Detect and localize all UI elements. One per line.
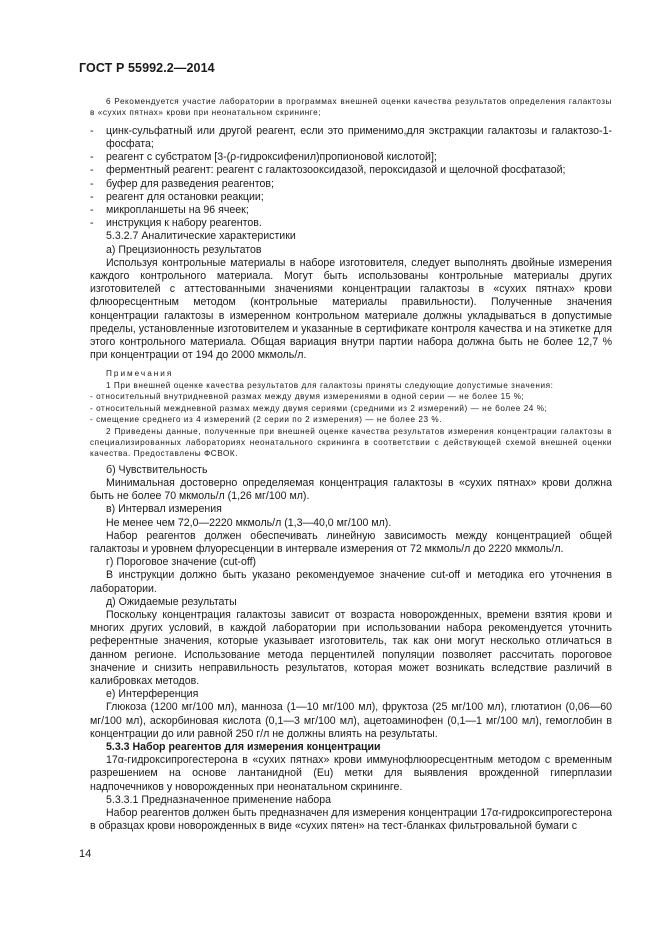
- list-item: - цинк-сульфатный или другой реагент, если это применимо,для экстракции галактозы и галактозо-1-фосфата;: [90, 124, 612, 151]
- note-2: 2 Приведены данные, полученные при внешней оценке качества результатов измерения концентрации галактозы в специализированных лабораториях неонатального скрининга в соответствии с действующей схемой внешней оценки качества. Предоставлены ФСВОК.: [90, 426, 612, 459]
- paragraph: 17α-гидроксипрогестерона в «сухих пятнах» крови иммунофлюоресцентным методом с временным разрешением на основе лантанидной (Eu) метки для выявления врожденной гиперплазии надпочечников у новорожденных при неонатальном скрининге.: [90, 754, 612, 793]
- page-content: [90, 96, 612, 833]
- list-item: - микропланшеты на 96 ячеек;: [90, 204, 249, 217]
- list-item: - ферментный реагент: реагент с галактозооксидазой, пероксидазой и щелочной фосфатазой;: [90, 164, 566, 177]
- note-item: - смещение среднего из 4 измерений (2 серии по 2 измерения) — не более 23 %.: [90, 415, 443, 425]
- section-heading: 5.3.2.7 Аналитические характеристики: [106, 230, 296, 243]
- list-item: - реагент для остановки реакции;: [90, 190, 264, 203]
- list-item: - буфер для разведения реагентов;: [90, 177, 274, 190]
- section-heading: 5.3.3.1 Предназначенное применение набора: [106, 793, 332, 806]
- document-header: ГОСТ Р 55992.2—2014: [79, 61, 215, 75]
- subsection-title: в) Интервал измерения: [106, 503, 222, 516]
- paragraph: Набор реагентов должен обеспечивать линейную зависимость между концентрацией общей галактозы и уровнем флуоресценции в интервале измерения от 72 мкмоль/л до 2220 мкмоль/л.: [90, 529, 612, 555]
- paragraph: Поскольку концентрация галактозы зависит от возраста новорожденных, времени взятия крови и многих других условий, в каждой лаборатории при использовании набора рекомендуется уточнить референтные значения, которые указывает изготовитель, так как они могут несколько отличаться в данном регионе. Использование метода перцентилей популяции позволяет рассчитать пороговое значение и снизить неправильность результатов, которая может возникать вследствие различий в калибровках методов.: [90, 608, 612, 687]
- page-number: 14: [79, 848, 92, 860]
- paragraph: Набор реагентов должен быть предназначен для измерения концентрации 17α-гидроксипрогестерона в образцах крови новорожденных в виде «сухих пятен» на тест-бланках фильтровальной бумаги с: [90, 807, 612, 833]
- note-item: - относительный междневной размах между двумя сериями (средними из 2 измерений) — не более 24 %;: [90, 403, 548, 413]
- paragraph: Не менее чем 72,0—2220 мкмоль/л (1,3—40,0 мг/100 мл).: [106, 516, 392, 529]
- paragraph: Используя контрольные материалы в наборе изготовителя, следует выполнять двойные измерения каждого контрольного материала. Могут быть использованы контрольные материалы других изготовителей с аттестованными значениями концентрации галактозы в «сухих пятнах» крови флюоресцентным методом (контрольные материалы правильности). Полученные значения концентрации галактозы в измеренном контрольном материале должны укладываться в допустимые пределы, установленные изготовителем и указанные в сертификате контроля качества и на этикетке для этого контрольного материала. Общая вариация внутри партии набора должна быть не более 12,7 % при концентрации от 194 до 2000 мкмоль/л.: [90, 256, 612, 362]
- subsection-title: д) Ожидаемые результаты: [106, 595, 237, 608]
- list-item: - реагент с субстратом [3-(ρ-гидроксифенил)пропионовой кислотой];: [90, 151, 437, 164]
- note-item: - относительный внутридневной размах между двумя измерениями в одной серии — не более 15 %;: [90, 392, 525, 402]
- reagent-list: [90, 125, 612, 231]
- list-item: - инструкция к набору реагентов.: [90, 217, 262, 230]
- section-heading-bold: 5.3.3 Набор реагентов для измерения концентрации: [106, 740, 381, 753]
- subsection-title: а) Прецизионность результатов: [106, 243, 262, 256]
- paragraph: Минимальная достоверно определяемая концентрация галактозы в «сухих пятнах» крови должна быть не более 70 мкмоль/л (1,26 мг/100 мл).: [90, 476, 612, 503]
- note-6: 6 Рекомендуется участие лаборатории в программах внешней оценки качества результатов определения галактозы в «сухих пятнах» крови при неонатальном скрининге;: [90, 97, 612, 118]
- subsection-title: б) Чувствительность: [106, 463, 208, 476]
- subsection-title: е) Интерференция: [106, 688, 199, 701]
- paragraph: В инструкции должно быть указано рекомендуемое значение cut-off и методика его уточнения в лаборатории.: [90, 569, 612, 595]
- subsection-title: г) Пороговое значение (cut-off): [106, 556, 257, 569]
- note-1: 1 При внешней оценке качества результатов для галактозы приняты следующие допустимые значения:: [106, 380, 554, 390]
- paragraph: Глюкоза (1200 мг/100 мл), манноза (1—10 мг/100 мл), фруктоза (25 мг/100 мл), глютатион (0,06—60 мг/100 мл), аскорбиновая кислота (0,1—3 мг/100 мл), ацетоаминофен (0,1—1 мг/100 мл), гемоглобин в концентрации до или равной 250 г/л не должны влиять на результаты.: [90, 701, 612, 740]
- notes-title: Примечания: [106, 369, 174, 379]
